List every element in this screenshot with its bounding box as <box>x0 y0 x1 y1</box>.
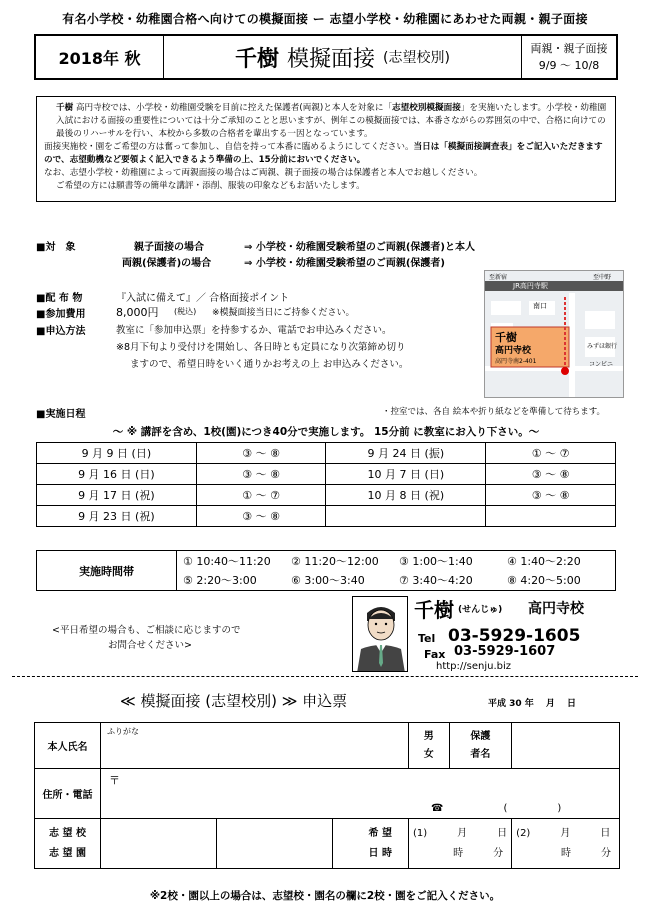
target-row2-type: 両親(保護者)の場合 <box>122 258 212 269</box>
schedule-date: 9 月 23 日 (祝) <box>37 506 197 527</box>
contact-reading: (せんじゅ) <box>458 605 503 615</box>
schedule-row <box>37 464 616 485</box>
waiting-room-note: ・控室では、各自 絵本や折り紙などを準備して待ちます。 <box>382 407 606 417</box>
fee-note: ※模擬面接当日にご持参ください。 <box>212 308 355 318</box>
map-label1: 至新宿 <box>489 274 508 281</box>
schedule-slots: ① 〜 ⑦ <box>196 485 326 506</box>
schedule-date: 10 月 8 日 (祝) <box>326 485 486 506</box>
time-slot: ⑧ 4:20〜5:00 <box>507 574 581 588</box>
intro-line5: ご希望の方には願書等の簡単な講評・添削、服装の印象などもお話いたします。 <box>56 181 365 191</box>
time-slot-row2 <box>177 571 616 591</box>
fax-label: Fax <box>424 648 446 661</box>
teacher-illustration <box>352 596 408 672</box>
time-slot-table <box>36 550 616 591</box>
exam-subtitle: (志望校別) <box>383 50 450 66</box>
map-school: 高円寺校 <box>495 346 532 356</box>
school-label-2: 志 望 園 <box>49 847 86 859</box>
schedule-date: 9 月 17 日 (祝) <box>37 485 197 506</box>
map-address: 高円寺南2-401 <box>495 358 537 365</box>
form-date: 平成 30 年 月 日 <box>488 699 577 709</box>
fee-tax: (税込) <box>174 307 197 316</box>
phone-field[interactable]: ☎ ( ) <box>431 803 562 814</box>
title-box <box>34 34 618 80</box>
guardian-field[interactable] <box>512 723 620 769</box>
schedule-date <box>326 506 486 527</box>
address-field[interactable] <box>101 769 620 819</box>
schedule-slots: ③ 〜 ⑧ <box>196 464 326 485</box>
form-footer-note: ※2校・園以上の場合は、志望校・園名の欄に2校・園をご記入ください。 <box>149 890 501 902</box>
choice1-date: (1) 月 日 <box>413 827 508 839</box>
intro-box <box>36 96 616 202</box>
address-label: 住所・電話 <box>35 769 101 819</box>
choice2-time: 時 分 <box>561 847 611 859</box>
schedule-slots: ③ 〜 ⑧ <box>486 464 616 485</box>
interview-type: 両親・親子面接 <box>530 42 608 55</box>
schedule-date: 9 月 24 日 (振) <box>326 443 486 464</box>
contact-school: 高円寺校 <box>528 601 584 617</box>
time-slot-row1 <box>177 551 616 571</box>
map-bank: みずほ銀行 <box>587 343 618 350</box>
weekday-note-1: <平日希望の場合も、ご相談に応じますので <box>52 625 241 636</box>
map-label2: 至中野 <box>593 274 612 281</box>
name-field[interactable] <box>101 723 409 769</box>
intro-line1: 高円寺校では、小学校・幼稚園受験を目前に控えた保護者(両親)と本人を対象に「 <box>73 103 393 113</box>
apply-label: ■申込方法 <box>36 326 86 337</box>
intro-line3: 面接実施校・園をご希望の方は奮って参加し、自信を持って本番に臨めるようにしてください。 <box>44 142 414 152</box>
title-main <box>164 36 522 78</box>
school-label <box>35 819 101 869</box>
date-range: 9/9 〜 10/8 <box>538 59 600 72</box>
schedule-row <box>37 485 616 506</box>
school-field-1[interactable] <box>101 819 217 869</box>
schedule-row <box>37 443 616 464</box>
time-slot-label: 実施時間帯 <box>37 551 177 591</box>
wish-label-2: 日 時 <box>368 847 392 859</box>
map-brand: 千樹 <box>495 331 517 344</box>
choice1-time: 時 分 <box>453 847 504 859</box>
top-tagline: 有名小学校・幼稚園合格へ向けての模擬面接 ー 志望小学校・幼稚園にあわせた両親・親子面接 <box>62 12 588 26</box>
postal-mark: 〒 <box>109 774 120 787</box>
wish-choice-2[interactable] <box>512 819 620 869</box>
schedule-slots: ③ 〜 ⑧ <box>196 443 326 464</box>
intro-highlight: 志望校別模擬面接 <box>392 103 461 113</box>
school-spacer <box>333 819 353 869</box>
target-row1-type: 親子面接の場合 <box>134 242 204 253</box>
time-slot: ⑤ 2:20〜3:00 <box>183 574 257 588</box>
time-slot: ⑥ 3:00〜3:40 <box>291 574 365 588</box>
dist-text: 『入試に備えて』／ 合格面接ポイント <box>116 293 290 304</box>
tel-number: 03-5929-1605 <box>448 626 581 646</box>
map-south: 南口 <box>533 302 547 310</box>
schedule-slots <box>486 506 616 527</box>
fee-amount: 8,000円 <box>116 306 159 319</box>
fee-label: ■参加費用 <box>36 309 86 320</box>
wish-label-1: 希 望 <box>368 827 392 839</box>
application-form <box>34 722 620 869</box>
schedule-date: 10 月 7 日 (日) <box>326 464 486 485</box>
schedule-date: 9 月 16 日 (日) <box>37 464 197 485</box>
intro-line2: 小学校・幼稚園入試における面接の重要性については十分ご承知のことと思いますが、例年この模擬面接では、本番さながらの雰囲気の中で、合格に向けての最後のリハーサルを行い、本校から多数の合格者を輩出する一因となっています。 <box>56 103 607 139</box>
apply-note2: ますので、希望日時をいく通りかお考えの上 お申込みください。 <box>130 359 409 370</box>
school-label-1: 志 望 校 <box>49 827 86 839</box>
time-slot: ① 10:40〜11:20 <box>183 554 271 568</box>
contact-brand: 千樹 <box>414 598 454 622</box>
apply-text: 教室に「参加申込票」を持参するか、電話でお申込みください。 <box>116 325 392 336</box>
cut-line <box>12 676 638 677</box>
map-station: JR高円寺駅 <box>513 282 548 290</box>
fax-number: 03-5929-1607 <box>454 644 556 659</box>
time-slot: ⑦ 3:40〜4:20 <box>399 574 473 588</box>
weekday-note-2: お問合せください> <box>108 640 192 651</box>
name-label: 本人氏名 <box>35 723 101 769</box>
schedule-slots: ③ 〜 ⑧ <box>486 485 616 506</box>
exam-title: 模擬面接 <box>287 46 376 72</box>
wish-choice-1[interactable] <box>409 819 512 869</box>
intro-line3-bold: 当日は「模擬面接調査表」をご記入いただきますので、志望動機など要領よく記入できるよう準備の上、15分前においでください。 <box>44 142 603 165</box>
wish-label <box>353 819 409 869</box>
person-icon <box>353 597 408 672</box>
brand-name: 千樹 <box>235 45 280 72</box>
schedule-row <box>37 506 616 527</box>
dist-label: ■配 布 物 <box>36 293 83 304</box>
tel-label: Tel <box>418 632 436 645</box>
apply-note1: ※8月下旬より受付けを開始し、各日時とも定員になり次第締め切り <box>116 342 406 353</box>
time-slot: ④ 1:40〜2:20 <box>507 554 581 568</box>
form-title: ≪ 模擬面接 (志望校別) ≫ 申込票 <box>120 692 348 710</box>
intro-brand: 千樹 <box>56 103 74 113</box>
furigana-label: ふりがな <box>107 727 139 736</box>
target-label: ■対 象 <box>36 242 76 253</box>
schedule-slots: ③ 〜 ⑧ <box>196 506 326 527</box>
schedule-table <box>36 442 616 527</box>
time-slot: ② 11:20〜12:00 <box>291 554 379 568</box>
schedule-slots: ① 〜 ⑦ <box>486 443 616 464</box>
title-right <box>522 36 616 78</box>
website-url[interactable]: http://senju.biz <box>436 661 512 672</box>
school-field-2[interactable] <box>217 819 333 869</box>
choice2-date: (2) 月 日 <box>516 827 611 839</box>
target-row1-desc: ⇒ 小学校・幼稚園受験希望のご両親(保護者)と本人 <box>244 242 476 253</box>
target-row2-desc: ⇒ 小学校・幼稚園受験希望のご両親(保護者) <box>244 258 446 269</box>
schedule-date: 9 月 9 日 (日) <box>37 443 197 464</box>
gender-field[interactable]: 男 女 <box>409 723 450 769</box>
intro-line1-end: 」を実施いたします。 <box>460 103 547 113</box>
time-slot: ③ 1:00〜1:40 <box>399 554 473 568</box>
access-map <box>484 270 624 398</box>
schedule-label: ■実施日程 <box>36 409 86 420</box>
intro-line4: なお、志望小学校・幼稚園によって両親面接の場合はご両親、親子面接の場合は保護者と本人でお越しください。 <box>44 168 483 178</box>
schedule-bar: 〜 ※ 講評を含め、1校(園)につき40分で実施します。 15分前 に教室にお入り下さい。〜 <box>112 426 540 438</box>
guardian-label: 保護 者名 <box>449 723 512 769</box>
season-year: 2018年 秋 <box>36 36 164 78</box>
map-conv: コンビニ <box>589 361 614 368</box>
